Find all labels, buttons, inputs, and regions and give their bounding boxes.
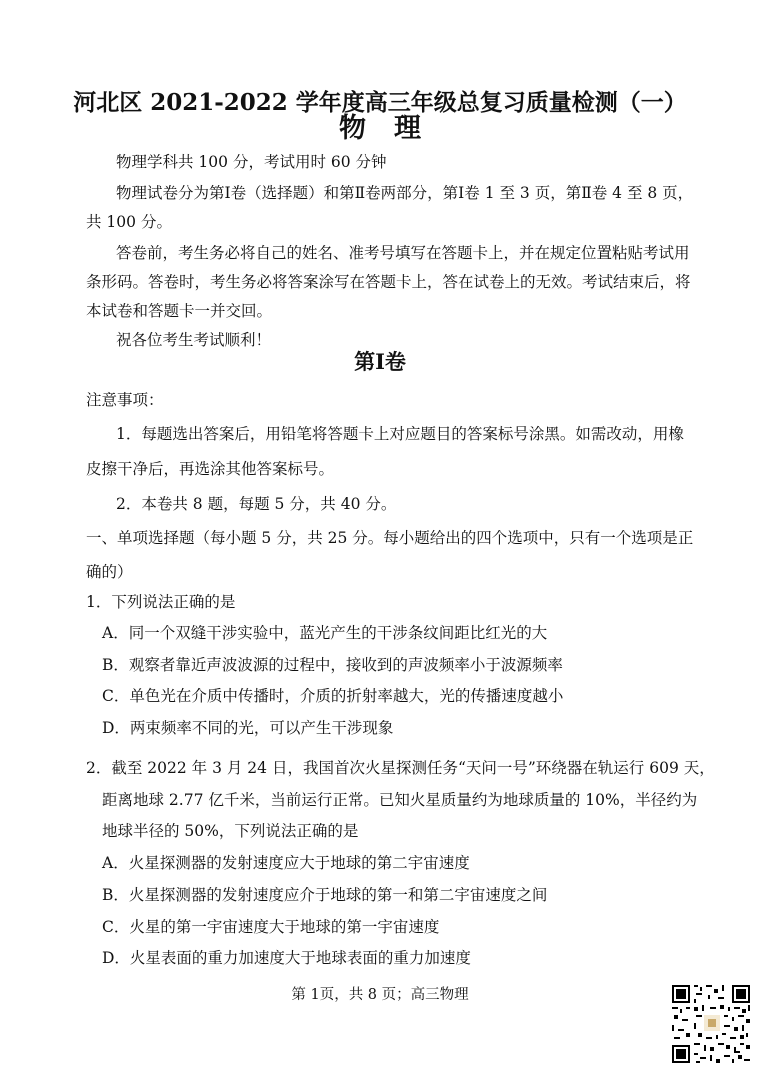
subject-title (0, 112, 760, 146)
part-heading-cont: 确的） (86, 563, 133, 581)
page-footer: 第 1页，共 8 页；高三物理 (291, 987, 469, 1003)
question-1-stem: 1．下列说法正确的是 (86, 593, 236, 611)
section-title: 第Ⅰ卷 (354, 349, 406, 374)
intro-score-line: 物理学科共 100 分，考试用时 60 分钟 (116, 153, 387, 171)
question-2-option-d: D．火星表面的重力加速度大于地球表面的重力加速度 (102, 949, 471, 967)
exam-title: 河北区 2021-2022 学年度高三年级总复习质量检测（一） (73, 89, 687, 116)
part-heading: 一、单项选择题（每小题 5 分，共 25 分。每小题给出的四个选项中，只有一个选项是正 (86, 529, 694, 547)
question-2-option-b: B．火星探测器的发射速度应介于地球的第一和第二宇宙速度之间 (102, 886, 548, 904)
question-1-option-d: D．两束频率不同的光，可以产生干涉现象 (102, 719, 394, 737)
question-1-option-c: C．单色光在介质中传播时，介质的折射率越大，光的传播速度越小 (102, 687, 564, 705)
question-1-option-a: A．同一个双缝干涉实验中，蓝光产生的干涉条纹间距比红光的大 (102, 624, 548, 642)
intro-wishes: 祝各位考生考试顺利！ (116, 331, 272, 349)
question-2-stem: 2．截至 2022 年 3 月 24 日，我国首次火星探测任务“天问一号”环绕器在轨运行 609 天， (86, 759, 715, 777)
question-2-option-c: C．火星的第一宇宙速度大于地球的第一宇宙速度 (102, 918, 440, 936)
intro-instruction-line-2: 条形码。答卷时，考生务必将答案涂写在答题卡上，答在试卷上的无效。考试结束后，将 (86, 273, 691, 291)
intro-structure-line-cont: 共 100 分。 (86, 213, 172, 231)
note-1: 1．每题选出答案后，用铅笔将答题卡上对应题目的答案标号涂黑。如需改动，用橡 (116, 425, 684, 443)
qr-code-icon (670, 983, 752, 1065)
intro-instruction-line: 答卷前，考生务必将自己的姓名、准考号填写在答题卡上，并在规定位置粘贴考试用 (116, 244, 690, 262)
question-2-option-a: A．火星探测器的发射速度应大于地球的第二宇宙速度 (102, 854, 470, 872)
note-2: 2．本卷共 8 题，每题 5 分，共 40 分。 (116, 495, 397, 513)
subject-text: 物理 (339, 113, 449, 144)
question-2-stem-line-2: 距离地球 2.77 亿千米，当前运行正常。已知火星质量约为地球质量的 10%，半径约为 (102, 791, 698, 809)
intro-structure-line: 物理试卷分为第Ⅰ卷（选择题）和第Ⅱ卷两部分，第Ⅰ卷 1 至 3 页，第Ⅱ卷 4 至 8 页， (116, 184, 694, 202)
note-1-cont: 皮擦干净后，再选涂其他答案标号。 (86, 460, 335, 478)
notes-label: 注意事项： (86, 391, 164, 409)
question-2-stem-line-3: 地球半径的 50%，下列说法正确的是 (102, 822, 359, 840)
question-1-option-b: B．观察者靠近声波波源的过程中，接收到的声波频率小于波源频率 (102, 656, 563, 674)
intro-instruction-line-3: 本试卷和答题卡一并交回。 (86, 302, 273, 320)
